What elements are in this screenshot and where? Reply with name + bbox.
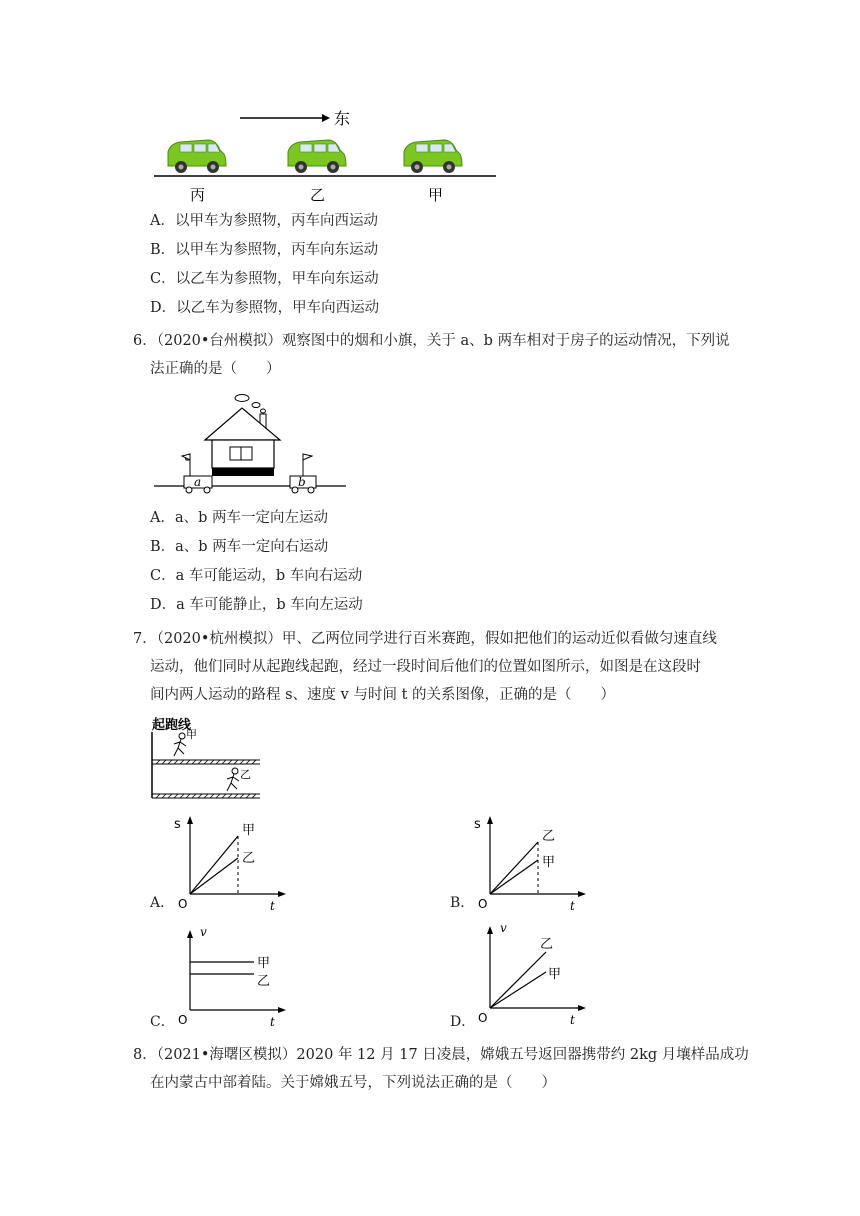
graph-b-lower-label: 甲 bbox=[542, 855, 556, 870]
q5-cars-figure bbox=[150, 100, 500, 205]
car-label-yi: 乙 bbox=[310, 186, 326, 204]
q6-option-a[interactable]: A．a、b 两车一定向左运动 bbox=[150, 510, 329, 526]
q7-option-b-label[interactable]: B． bbox=[450, 895, 475, 911]
graph-a-lower-label: 乙 bbox=[242, 851, 256, 866]
q7-stem-line3: 间内两人运动的路程 s、速度 v 与时间 t 的关系图像，正确的是（ ） bbox=[150, 687, 616, 703]
car-yi bbox=[288, 140, 346, 173]
svg-text:O: O bbox=[178, 1013, 188, 1027]
graph-c-upper-label: 甲 bbox=[257, 956, 271, 971]
runner-jia-label: 甲 bbox=[186, 728, 197, 741]
svg-text:t: t bbox=[270, 1015, 275, 1028]
q7-graph-d[interactable] bbox=[468, 918, 588, 1026]
runner-yi-label: 乙 bbox=[240, 768, 251, 781]
graph-c-lower-label: 乙 bbox=[257, 974, 271, 989]
svg-text:t: t bbox=[270, 899, 275, 912]
q7-stem-line1: 7．（2020•杭州模拟）甲、乙两位同学进行百米赛跑，假如把他们的运动近似看做匀速直线 bbox=[133, 631, 717, 647]
q5-option-c[interactable]: C．以乙车为参照物，甲车向东运动 bbox=[150, 271, 379, 287]
graph-d-upper-label: 乙 bbox=[540, 937, 554, 952]
q7-option-d-label[interactable]: D． bbox=[450, 1014, 476, 1030]
q7-option-c-label[interactable]: C． bbox=[150, 1014, 175, 1030]
cart-a-label: a bbox=[194, 475, 202, 489]
svg-text:s: s bbox=[474, 817, 481, 832]
car-bing bbox=[168, 140, 226, 173]
graph-b-upper-label: 乙 bbox=[542, 829, 556, 844]
car-label-jia: 甲 bbox=[428, 186, 444, 204]
svg-text:O: O bbox=[178, 897, 188, 911]
svg-text:t: t bbox=[570, 1013, 575, 1026]
start-line-label: 起跑线 bbox=[152, 718, 192, 733]
cart-b-label: b bbox=[298, 475, 306, 489]
graph-d-lower-label: 甲 bbox=[548, 967, 562, 982]
q8-stem-line2: 在内蒙古中部着陆。关于嫦娥五号，下列说法正确的是（ ） bbox=[150, 1075, 556, 1091]
q7-graph-c[interactable] bbox=[168, 922, 288, 1028]
q6-house-figure bbox=[150, 390, 350, 500]
q5-option-b[interactable]: B．以甲车为参照物，丙车向东运动 bbox=[150, 242, 379, 258]
runner-yi bbox=[227, 768, 239, 791]
q7-stem-line2: 运动，他们同时从起跑线起跑，经过一段时间后他们的位置如图所示，如图是在这段时 bbox=[150, 659, 701, 675]
svg-text:t: t bbox=[570, 899, 575, 912]
q6-option-c[interactable]: C．a 车可能运动，b 车向右运动 bbox=[150, 568, 363, 584]
q5-option-a[interactable]: A．以甲车为参照物，丙车向西运动 bbox=[150, 213, 378, 229]
direction-label: 东 bbox=[334, 109, 351, 128]
svg-text:v: v bbox=[200, 925, 207, 939]
q6-stem-line1: 6．（2020•台州模拟）观察图中的烟和小旗，关于 a、b 两车相对于房子的运动情况，下列说 bbox=[133, 333, 730, 349]
svg-text:s: s bbox=[174, 817, 181, 832]
q6-stem-line2: 法正确的是（ ） bbox=[150, 361, 281, 377]
q7-option-a-label[interactable]: A． bbox=[150, 895, 175, 911]
svg-text:v: v bbox=[500, 921, 507, 935]
car-label-bing: 丙 bbox=[190, 186, 206, 204]
graph-a-upper-label: 甲 bbox=[242, 823, 256, 838]
q7-graph-b[interactable] bbox=[468, 808, 588, 912]
svg-text:O: O bbox=[478, 897, 488, 911]
car-jia bbox=[404, 140, 462, 173]
svg-text:O: O bbox=[478, 1011, 488, 1025]
q7-track-figure bbox=[148, 714, 263, 802]
runner-jia bbox=[174, 733, 186, 756]
q6-option-d[interactable]: D．a 车可能静止，b 车向左运动 bbox=[150, 597, 363, 613]
q8-stem-line1: 8．（2021•海曙区模拟）2020 年 12 月 17 日凌晨，嫦娥五号返回器携带约 2kg 月壤样品成功 bbox=[133, 1047, 749, 1063]
q7-graph-a[interactable] bbox=[168, 808, 288, 912]
q5-option-d[interactable]: D．以乙车为参照物，甲车向西运动 bbox=[150, 300, 380, 316]
q6-option-b[interactable]: B．a、b 两车一定向右运动 bbox=[150, 539, 329, 555]
